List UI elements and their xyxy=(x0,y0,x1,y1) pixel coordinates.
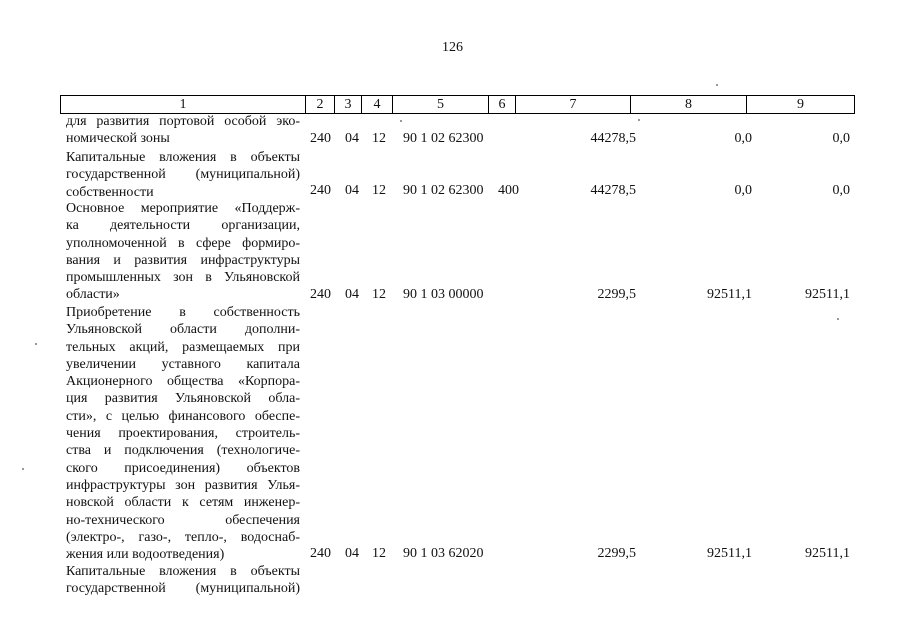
cell-target-article: 90 1 03 62020 xyxy=(403,546,484,561)
header-col-6: 6 xyxy=(489,96,516,114)
row-description xyxy=(66,113,300,148)
description-line: уполномоченной в сфере формиро- xyxy=(66,235,300,251)
description-line: ка деятельности организации, xyxy=(66,218,300,234)
description-line: ства и подключения (технологиче- xyxy=(66,443,300,459)
description-line: Капитальные вложения в объекты xyxy=(66,150,300,165)
description-line: для развития портовой особой эко- xyxy=(66,114,300,129)
cell-col8: 92511,1 xyxy=(707,287,752,302)
cell-col8: 0,0 xyxy=(734,131,752,146)
header-col-2: 2 xyxy=(306,96,335,114)
cell-col9: 0,0 xyxy=(832,183,850,198)
cell-razdel: 04 xyxy=(345,287,359,302)
cell-col9: 92511,1 xyxy=(805,287,850,302)
header-col-1: 1 xyxy=(61,96,306,114)
cell-target-article: 90 1 03 00000 xyxy=(403,287,484,302)
cell-expense-type: 400 xyxy=(498,183,519,198)
cell-col7: 44278,5 xyxy=(590,183,636,198)
description-line: (электро-, газо-, тепло-, водоснаб- xyxy=(66,529,300,545)
description-line: собственности xyxy=(66,184,154,200)
cell-razdel: 04 xyxy=(345,546,359,561)
description-line: Приобретение в собственность xyxy=(66,305,300,320)
scan-speck xyxy=(400,120,402,122)
row-description xyxy=(66,200,300,304)
cell-target-article: 90 1 02 62300 xyxy=(403,183,484,198)
description-line: чения проектирования, строитель- xyxy=(66,426,300,442)
description-line: ция развития Ульяновской обла- xyxy=(66,391,300,407)
description-line: государственной (муниципальной) xyxy=(66,581,300,597)
description-line: жения или водоотведения) xyxy=(66,547,225,563)
cell-podrazdel: 12 xyxy=(372,546,386,561)
header-col-5: 5 xyxy=(393,96,489,114)
row-description xyxy=(66,563,300,598)
description-line: ского присоединения) объектов xyxy=(66,460,300,476)
cell-col7: 2299,5 xyxy=(597,287,636,302)
description-line: вания и развития инфраструктуры xyxy=(66,252,300,268)
cell-col9: 92511,1 xyxy=(805,546,850,561)
header-col-8: 8 xyxy=(631,96,747,114)
description-line: Акционерного общества «Корпора- xyxy=(66,374,300,390)
cell-razdel: 04 xyxy=(345,131,359,146)
cell-col7: 44278,5 xyxy=(590,131,636,146)
cell-podrazdel: 12 xyxy=(372,131,386,146)
cell-col8: 92511,1 xyxy=(707,546,752,561)
cell-col7: 2299,5 xyxy=(597,546,636,561)
description-line: области» xyxy=(66,287,120,303)
scan-speck xyxy=(837,318,839,320)
table-header xyxy=(60,95,855,114)
description-line: Ульяновской области дополни- xyxy=(66,322,300,338)
cell-podrazdel: 12 xyxy=(372,183,386,198)
cell-col8: 0,0 xyxy=(734,183,752,198)
description-line: промышленных зон в Ульяновской xyxy=(66,270,300,286)
scan-speck xyxy=(22,468,24,470)
description-line: Капитальные вложения в объекты xyxy=(66,564,300,579)
header-col-3: 3 xyxy=(335,96,362,114)
header-col-4: 4 xyxy=(362,96,393,114)
cell-grbs: 240 xyxy=(310,183,331,198)
cell-razdel: 04 xyxy=(345,183,359,198)
description-line: номической зоны xyxy=(66,131,170,147)
scan-speck xyxy=(638,119,640,121)
scan-speck xyxy=(35,343,37,345)
description-line: но-технического обеспечения xyxy=(66,512,300,528)
row-description xyxy=(66,304,300,563)
page-number: 126 xyxy=(442,40,463,55)
cell-grbs: 240 xyxy=(310,287,331,302)
description-line: увеличении уставного капитала xyxy=(66,356,300,372)
cell-target-article: 90 1 02 62300 xyxy=(403,131,484,146)
description-line: новской области к сетям инженер- xyxy=(66,495,300,511)
cell-col9: 0,0 xyxy=(832,131,850,146)
header-col-7: 7 xyxy=(516,96,631,114)
description-line: тельных акций, размещаемых при xyxy=(66,339,300,355)
description-line: Основное мероприятие «Поддерж- xyxy=(66,201,300,216)
cell-podrazdel: 12 xyxy=(372,287,386,302)
description-line: сти», с целью финансового обеспе- xyxy=(66,408,300,424)
header-col-9: 9 xyxy=(747,96,855,114)
scan-speck xyxy=(716,84,718,86)
description-line: инфраструктуры зон развития Улья- xyxy=(66,477,300,493)
description-line: государственной (муниципальной) xyxy=(66,167,300,183)
cell-grbs: 240 xyxy=(310,131,331,146)
row-description xyxy=(66,149,300,201)
cell-grbs: 240 xyxy=(310,546,331,561)
